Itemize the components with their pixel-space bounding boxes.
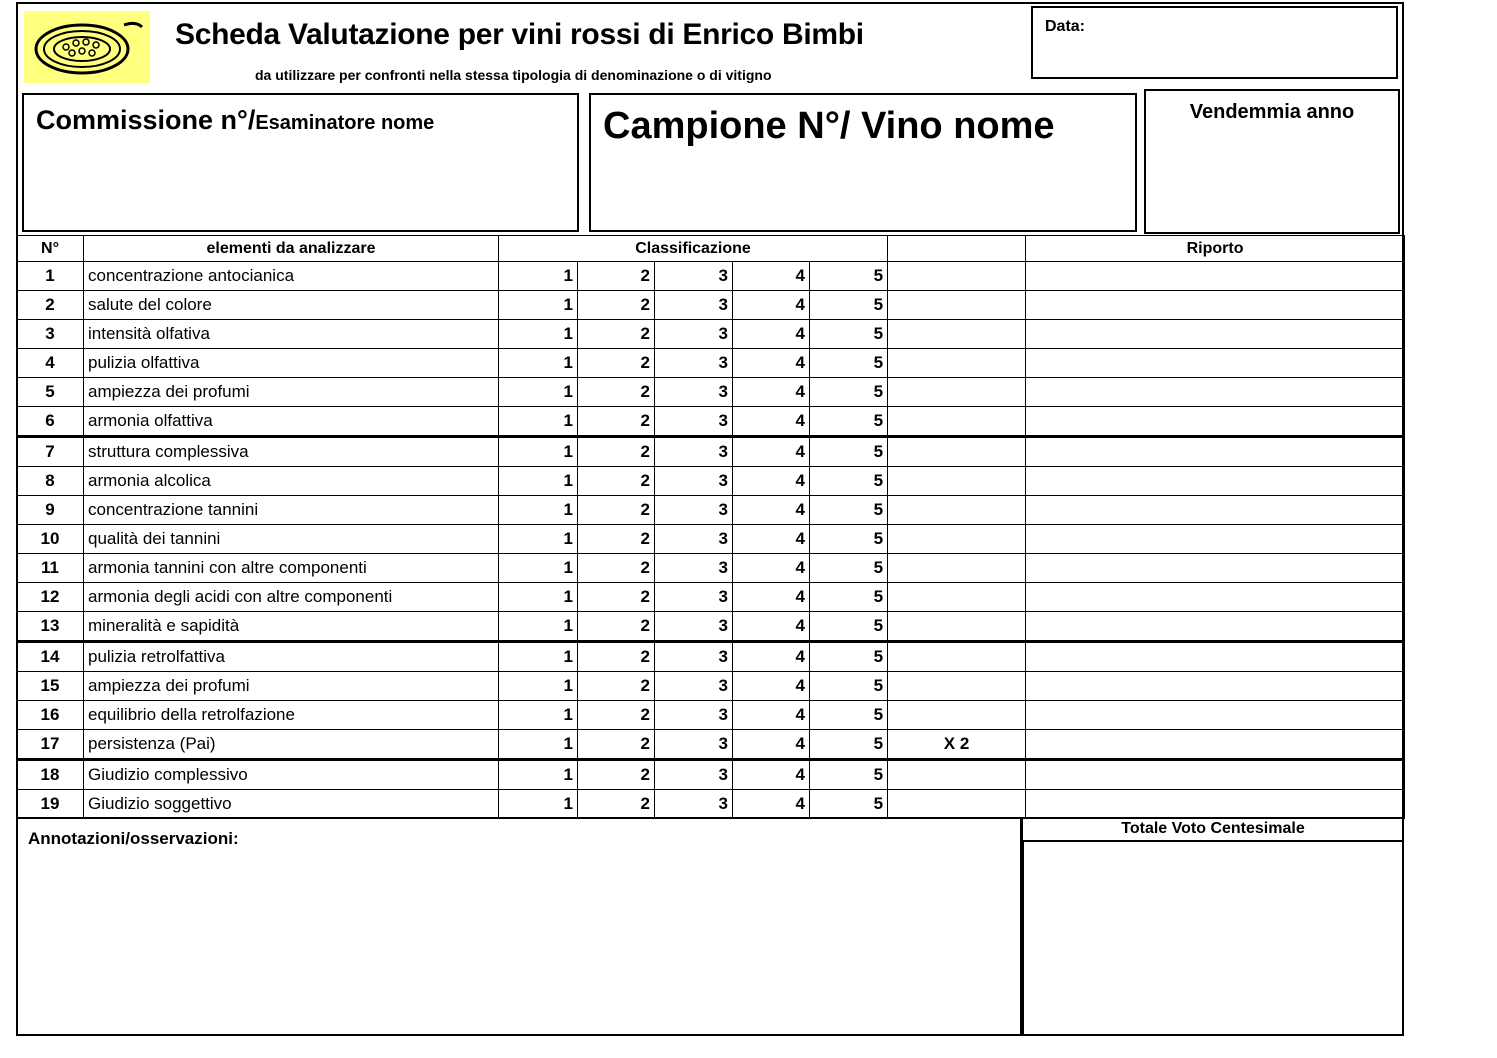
score-option[interactable]: 5 [810, 291, 888, 320]
score-option[interactable]: 2 [578, 407, 655, 437]
row-report-cell[interactable] [1026, 642, 1405, 672]
score-option[interactable]: 1 [499, 320, 578, 349]
vintage-label: Vendemmia anno [1189, 101, 1355, 123]
commission-label: Commissione n°/ [36, 105, 256, 135]
header-report: Riporto [1026, 236, 1405, 262]
score-option[interactable]: 2 [578, 701, 655, 730]
table-row [17, 378, 1405, 407]
table-row [17, 554, 1405, 583]
row-multiplier [888, 583, 1026, 612]
score-option[interactable]: 3 [655, 262, 733, 291]
score-option[interactable]: 4 [733, 320, 810, 349]
score-option[interactable]: 2 [578, 642, 655, 672]
table-row [17, 612, 1405, 642]
score-option[interactable]: 4 [733, 525, 810, 554]
row-element: salute del colore [84, 291, 499, 320]
row-multiplier [888, 642, 1026, 672]
score-option[interactable]: 1 [499, 583, 578, 612]
score-option[interactable]: 4 [733, 701, 810, 730]
row-report-cell[interactable] [1026, 672, 1405, 701]
row-multiplier [888, 790, 1026, 819]
score-option[interactable]: 2 [578, 525, 655, 554]
header-elements: elementi da analizzare [84, 236, 499, 262]
row-element: intensità olfativa [84, 320, 499, 349]
score-option[interactable]: 5 [810, 378, 888, 407]
score-option[interactable]: 4 [733, 760, 810, 790]
row-element: concentrazione tannini [84, 496, 499, 525]
table-row [17, 642, 1405, 672]
score-option[interactable]: 5 [810, 496, 888, 525]
score-option[interactable]: 3 [655, 642, 733, 672]
score-option[interactable]: 4 [733, 790, 810, 819]
row-element: ampiezza dei profumi [84, 378, 499, 407]
row-number: 11 [17, 554, 84, 583]
score-option[interactable]: 1 [499, 790, 578, 819]
row-number: 19 [17, 790, 84, 819]
row-multiplier [888, 349, 1026, 378]
vintage-field[interactable] [1144, 89, 1400, 234]
row-element: armonia degli acidi con altre componenti [84, 583, 499, 612]
header-classification: Classificazione [499, 236, 888, 262]
row-number: 17 [17, 730, 84, 760]
row-report-cell[interactable] [1026, 467, 1405, 496]
score-option[interactable]: 2 [578, 790, 655, 819]
score-option[interactable]: 2 [578, 554, 655, 583]
score-option[interactable]: 5 [810, 583, 888, 612]
row-report-cell[interactable] [1026, 262, 1405, 291]
row-number: 4 [17, 349, 84, 378]
score-option[interactable]: 4 [733, 730, 810, 760]
row-number: 5 [17, 378, 84, 407]
score-option[interactable]: 3 [655, 760, 733, 790]
row-report-cell[interactable] [1026, 378, 1405, 407]
score-option[interactable]: 2 [578, 672, 655, 701]
score-option[interactable]: 1 [499, 642, 578, 672]
table-row [17, 437, 1405, 467]
row-number: 10 [17, 525, 84, 554]
score-option[interactable]: 3 [655, 701, 733, 730]
annotations-field[interactable] [16, 817, 1022, 1036]
score-option[interactable]: 4 [733, 437, 810, 467]
page-title: Scheda Valutazione per vini rossi di Enrico Bimbi [175, 18, 864, 51]
row-element: struttura complessiva [84, 437, 499, 467]
date-label: Data: [1045, 18, 1086, 35]
row-element: concentrazione antocianica [84, 262, 499, 291]
score-option[interactable]: 2 [578, 349, 655, 378]
score-option[interactable]: 5 [810, 525, 888, 554]
row-multiplier [888, 496, 1026, 525]
table-row [17, 291, 1405, 320]
score-option[interactable]: 5 [810, 467, 888, 496]
row-number: 6 [17, 407, 84, 437]
row-report-cell[interactable] [1026, 349, 1405, 378]
row-report-cell[interactable] [1026, 496, 1405, 525]
row-element: armonia tannini con altre componenti [84, 554, 499, 583]
row-element: mineralità e sapidità [84, 612, 499, 642]
score-option[interactable]: 1 [499, 701, 578, 730]
row-multiplier [888, 320, 1026, 349]
table-row [17, 262, 1405, 291]
score-option[interactable]: 5 [810, 701, 888, 730]
examiner-label: Esaminatore nome [255, 112, 435, 134]
score-option[interactable]: 1 [499, 378, 578, 407]
table-row [17, 320, 1405, 349]
evaluation-table [16, 235, 1405, 819]
score-option[interactable]: 2 [578, 320, 655, 349]
total-score-field[interactable] [1022, 840, 1404, 1036]
row-element: pulizia olfattiva [84, 349, 499, 378]
score-option[interactable]: 4 [733, 554, 810, 583]
table-row [17, 760, 1405, 790]
row-element: qualità dei tannini [84, 525, 499, 554]
table-row [17, 672, 1405, 701]
row-number: 16 [17, 701, 84, 730]
score-option[interactable]: 3 [655, 554, 733, 583]
page-subtitle: da utilizzare per confronti nella stessa tipologia di denominazione o di vitigno [255, 67, 772, 83]
score-option[interactable]: 1 [499, 672, 578, 701]
row-report-cell[interactable] [1026, 554, 1405, 583]
row-number: 7 [17, 437, 84, 467]
table-row [17, 583, 1405, 612]
row-number: 2 [17, 291, 84, 320]
row-number: 18 [17, 760, 84, 790]
score-option[interactable]: 5 [810, 437, 888, 467]
row-element: Giudizio complessivo [84, 760, 499, 790]
table-row [17, 701, 1405, 730]
row-report-cell[interactable] [1026, 291, 1405, 320]
row-element: equilibrio della retrolfazione [84, 701, 499, 730]
row-element: ampiezza dei profumi [84, 672, 499, 701]
table-row [17, 790, 1405, 819]
score-option[interactable]: 1 [499, 407, 578, 437]
row-report-cell[interactable] [1026, 701, 1405, 730]
score-option[interactable]: 1 [499, 554, 578, 583]
score-option[interactable]: 4 [733, 291, 810, 320]
score-option[interactable]: 3 [655, 612, 733, 642]
row-element: armonia olfattiva [84, 407, 499, 437]
score-option[interactable]: 5 [810, 407, 888, 437]
score-option[interactable]: 5 [810, 672, 888, 701]
row-multiplier [888, 554, 1026, 583]
score-option[interactable]: 1 [499, 496, 578, 525]
score-option[interactable]: 5 [810, 612, 888, 642]
score-option[interactable]: 3 [655, 349, 733, 378]
table-header-row [17, 236, 1405, 262]
table-row [17, 730, 1405, 760]
score-option[interactable]: 5 [810, 554, 888, 583]
score-option[interactable]: 4 [733, 642, 810, 672]
row-multiplier [888, 672, 1026, 701]
sample-field[interactable] [589, 93, 1137, 232]
score-option[interactable]: 3 [655, 672, 733, 701]
row-number: 13 [17, 612, 84, 642]
score-option[interactable]: 4 [733, 407, 810, 437]
score-option[interactable]: 3 [655, 378, 733, 407]
row-multiplier [888, 525, 1026, 554]
score-option[interactable]: 4 [733, 467, 810, 496]
score-option[interactable]: 5 [810, 349, 888, 378]
score-option[interactable]: 5 [810, 790, 888, 819]
row-number: 12 [17, 583, 84, 612]
row-multiplier [888, 760, 1026, 790]
score-option[interactable]: 4 [733, 612, 810, 642]
score-option[interactable]: 3 [655, 437, 733, 467]
score-option[interactable]: 4 [733, 262, 810, 291]
score-option[interactable]: 2 [578, 612, 655, 642]
logo [24, 11, 150, 83]
score-option[interactable]: 2 [578, 730, 655, 760]
score-option[interactable]: 3 [655, 583, 733, 612]
table-row [17, 525, 1405, 554]
score-option[interactable]: 4 [733, 349, 810, 378]
row-element: Giudizio soggettivo [84, 790, 499, 819]
score-option[interactable]: 2 [578, 760, 655, 790]
score-option[interactable]: 2 [578, 378, 655, 407]
score-option[interactable]: 1 [499, 291, 578, 320]
score-option[interactable]: 1 [499, 760, 578, 790]
total-score-label: Totale Voto Centesimale [1022, 817, 1404, 841]
row-multiplier [888, 378, 1026, 407]
score-option[interactable]: 4 [733, 378, 810, 407]
row-report-cell[interactable] [1026, 730, 1405, 760]
row-multiplier: X 2 [888, 730, 1026, 760]
table-row [17, 496, 1405, 525]
score-option[interactable]: 1 [499, 612, 578, 642]
row-report-cell[interactable] [1026, 407, 1405, 437]
score-option[interactable]: 2 [578, 262, 655, 291]
row-report-cell[interactable] [1026, 320, 1405, 349]
annotations-label: Annotazioni/osservazioni: [28, 829, 239, 848]
score-option[interactable]: 2 [578, 583, 655, 612]
row-report-cell[interactable] [1026, 612, 1405, 642]
score-option[interactable]: 3 [655, 407, 733, 437]
score-option[interactable]: 3 [655, 496, 733, 525]
table-row [17, 407, 1405, 437]
score-option[interactable]: 1 [499, 262, 578, 291]
score-option[interactable]: 3 [655, 320, 733, 349]
score-option[interactable]: 5 [810, 262, 888, 291]
score-option[interactable]: 3 [655, 467, 733, 496]
row-number: 15 [17, 672, 84, 701]
score-option[interactable]: 1 [499, 349, 578, 378]
score-option[interactable]: 5 [810, 642, 888, 672]
row-number: 1 [17, 262, 84, 291]
row-report-cell[interactable] [1026, 790, 1405, 819]
score-option[interactable]: 5 [810, 320, 888, 349]
score-option[interactable]: 1 [499, 437, 578, 467]
score-option[interactable]: 5 [810, 760, 888, 790]
row-element: armonia alcolica [84, 467, 499, 496]
row-element: pulizia retrolfattiva [84, 642, 499, 672]
wine-glass-logo-icon [24, 11, 150, 83]
row-report-cell[interactable] [1026, 525, 1405, 554]
date-field[interactable] [1031, 6, 1398, 79]
row-multiplier [888, 467, 1026, 496]
score-option[interactable]: 3 [655, 730, 733, 760]
score-option[interactable]: 1 [499, 467, 578, 496]
score-option[interactable]: 3 [655, 525, 733, 554]
row-report-cell[interactable] [1026, 583, 1405, 612]
row-report-cell[interactable] [1026, 437, 1405, 467]
row-multiplier [888, 262, 1026, 291]
header-multiplier [888, 236, 1026, 262]
header-number: N° [17, 236, 84, 262]
row-multiplier [888, 437, 1026, 467]
table-row [17, 467, 1405, 496]
table-row [17, 349, 1405, 378]
score-option[interactable]: 1 [499, 525, 578, 554]
row-number: 14 [17, 642, 84, 672]
row-number: 3 [17, 320, 84, 349]
score-option[interactable]: 4 [733, 672, 810, 701]
row-multiplier [888, 612, 1026, 642]
row-multiplier [888, 407, 1026, 437]
row-multiplier [888, 291, 1026, 320]
score-option[interactable]: 3 [655, 291, 733, 320]
row-number: 8 [17, 467, 84, 496]
score-option[interactable]: 3 [655, 790, 733, 819]
row-multiplier [888, 701, 1026, 730]
row-report-cell[interactable] [1026, 760, 1405, 790]
score-option[interactable]: 2 [578, 437, 655, 467]
score-option[interactable]: 1 [499, 730, 578, 760]
score-option[interactable]: 2 [578, 496, 655, 525]
score-option[interactable]: 4 [733, 583, 810, 612]
row-number: 9 [17, 496, 84, 525]
sample-label: Campione N°/ Vino nome [603, 105, 1055, 147]
score-option[interactable]: 5 [810, 730, 888, 760]
score-option[interactable]: 4 [733, 496, 810, 525]
commission-field[interactable] [22, 93, 579, 232]
row-element: persistenza (Pai) [84, 730, 499, 760]
score-option[interactable]: 2 [578, 467, 655, 496]
score-option[interactable]: 2 [578, 291, 655, 320]
